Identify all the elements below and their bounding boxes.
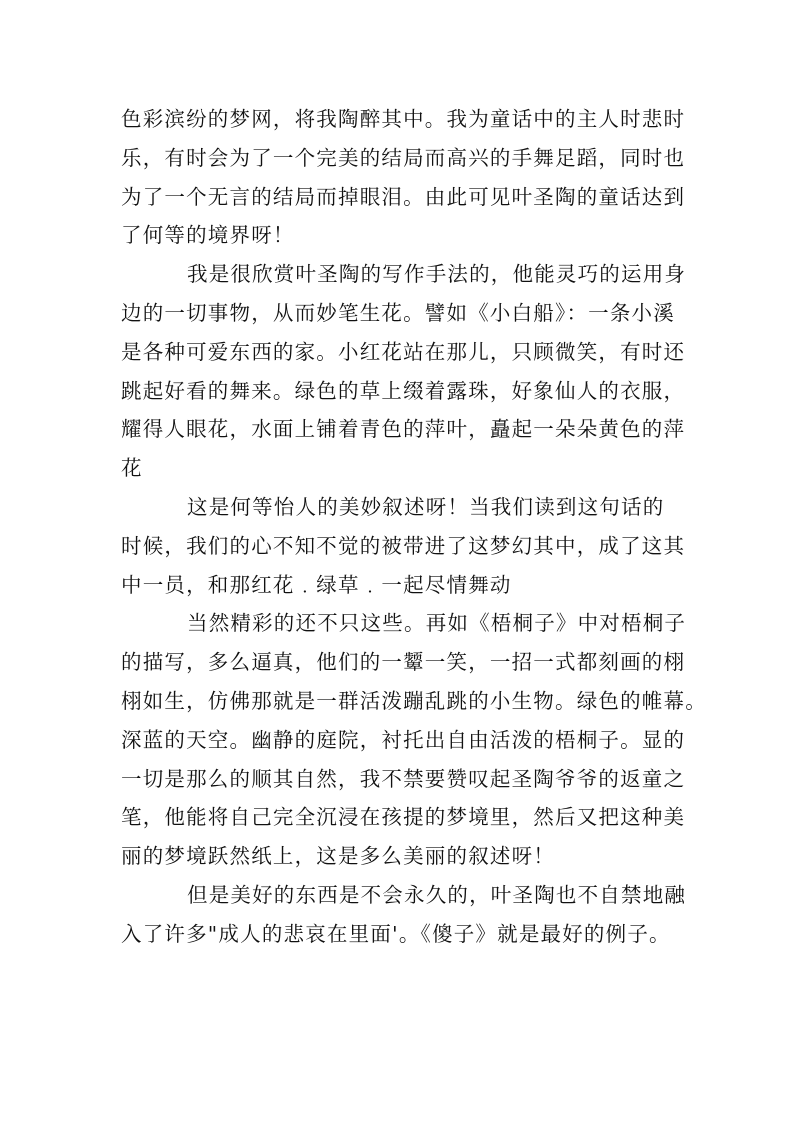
paragraph-3 bbox=[121, 488, 686, 604]
text-line: 色彩滨纷的梦网，将我陶醉其中。我为童话中的主人时悲时 bbox=[121, 107, 686, 131]
paragraph-1 bbox=[121, 100, 686, 255]
text-line: 深蓝的天空。幽静的庭院，衬托出自由活泼的梧桐子。显的 bbox=[121, 727, 686, 752]
text-line: 的描写，多么逼真，他们的一颦一笑，一招一式都刻画的栩 bbox=[121, 650, 686, 675]
text-line: 时候，我们的心不知不觉的被带进了这梦幻其中，成了这其 bbox=[121, 533, 686, 558]
text-line: 栩如生，仿佛那就是一群活泼蹦乱跳的小生物。绿色的帷幕。 bbox=[121, 688, 707, 713]
text-line: 边的一切事物，从而妙笔生花。譬如《小白船》：一条小溪 bbox=[121, 300, 675, 325]
text-line: 当然精彩的还不只这些。再如《梧桐子》中对梧桐子 bbox=[187, 611, 687, 636]
text-line: 为了一个无言的结局而掉眼泪。由此可见叶圣陶的童话达到 bbox=[121, 184, 686, 209]
text-line: 但是美好的东西是不会永久的，叶圣陶也不自禁地融 bbox=[187, 882, 687, 907]
text-line: 一切是那么的顺其自然，我不禁要赞叹起圣陶爷爷的返童之 bbox=[121, 766, 686, 791]
text-line: 乐，有时会为了一个完美的结局而高兴的手舞足蹈，同时也 bbox=[121, 145, 686, 170]
paragraph-4 bbox=[121, 604, 707, 876]
text-line: 耀得人眼花，水面上铺着青色的萍叶，矗起一朵朵黄色的萍 bbox=[121, 417, 686, 442]
body-text bbox=[121, 100, 707, 954]
text-line: 了何等的境界呀！ bbox=[121, 223, 295, 248]
text-line: 这是何等怡人的美妙叙述呀！当我们读到这句话的 bbox=[187, 494, 665, 519]
text-line: 丽的梦境跃然纸上，这是多么美丽的叙述呀！ bbox=[121, 844, 555, 869]
text-line: 中一员，和那红花﹒绿草﹒一起尽情舞动 bbox=[121, 572, 512, 597]
text-line: 入了许多"成人的悲哀在里面'。《傻子》就是最好的例子。 bbox=[121, 921, 671, 946]
text-line: 笔，他能将自己完全沉浸在孩提的梦境里，然后又把这种美 bbox=[121, 805, 686, 830]
text-line: 跳起好看的舞来。绿色的草上缀着露珠，好象仙人的衣服， bbox=[121, 378, 686, 403]
paragraph-2 bbox=[121, 255, 687, 488]
text-line: 花 bbox=[121, 456, 143, 481]
text-line: 我是很欣赏叶圣陶的写作手法的，他能灵巧的运用身 bbox=[187, 262, 687, 287]
text-line: 是各种可爱东西的家。小红花站在那儿，只顾微笑，有时还 bbox=[121, 339, 686, 364]
paragraph-5 bbox=[121, 876, 687, 954]
